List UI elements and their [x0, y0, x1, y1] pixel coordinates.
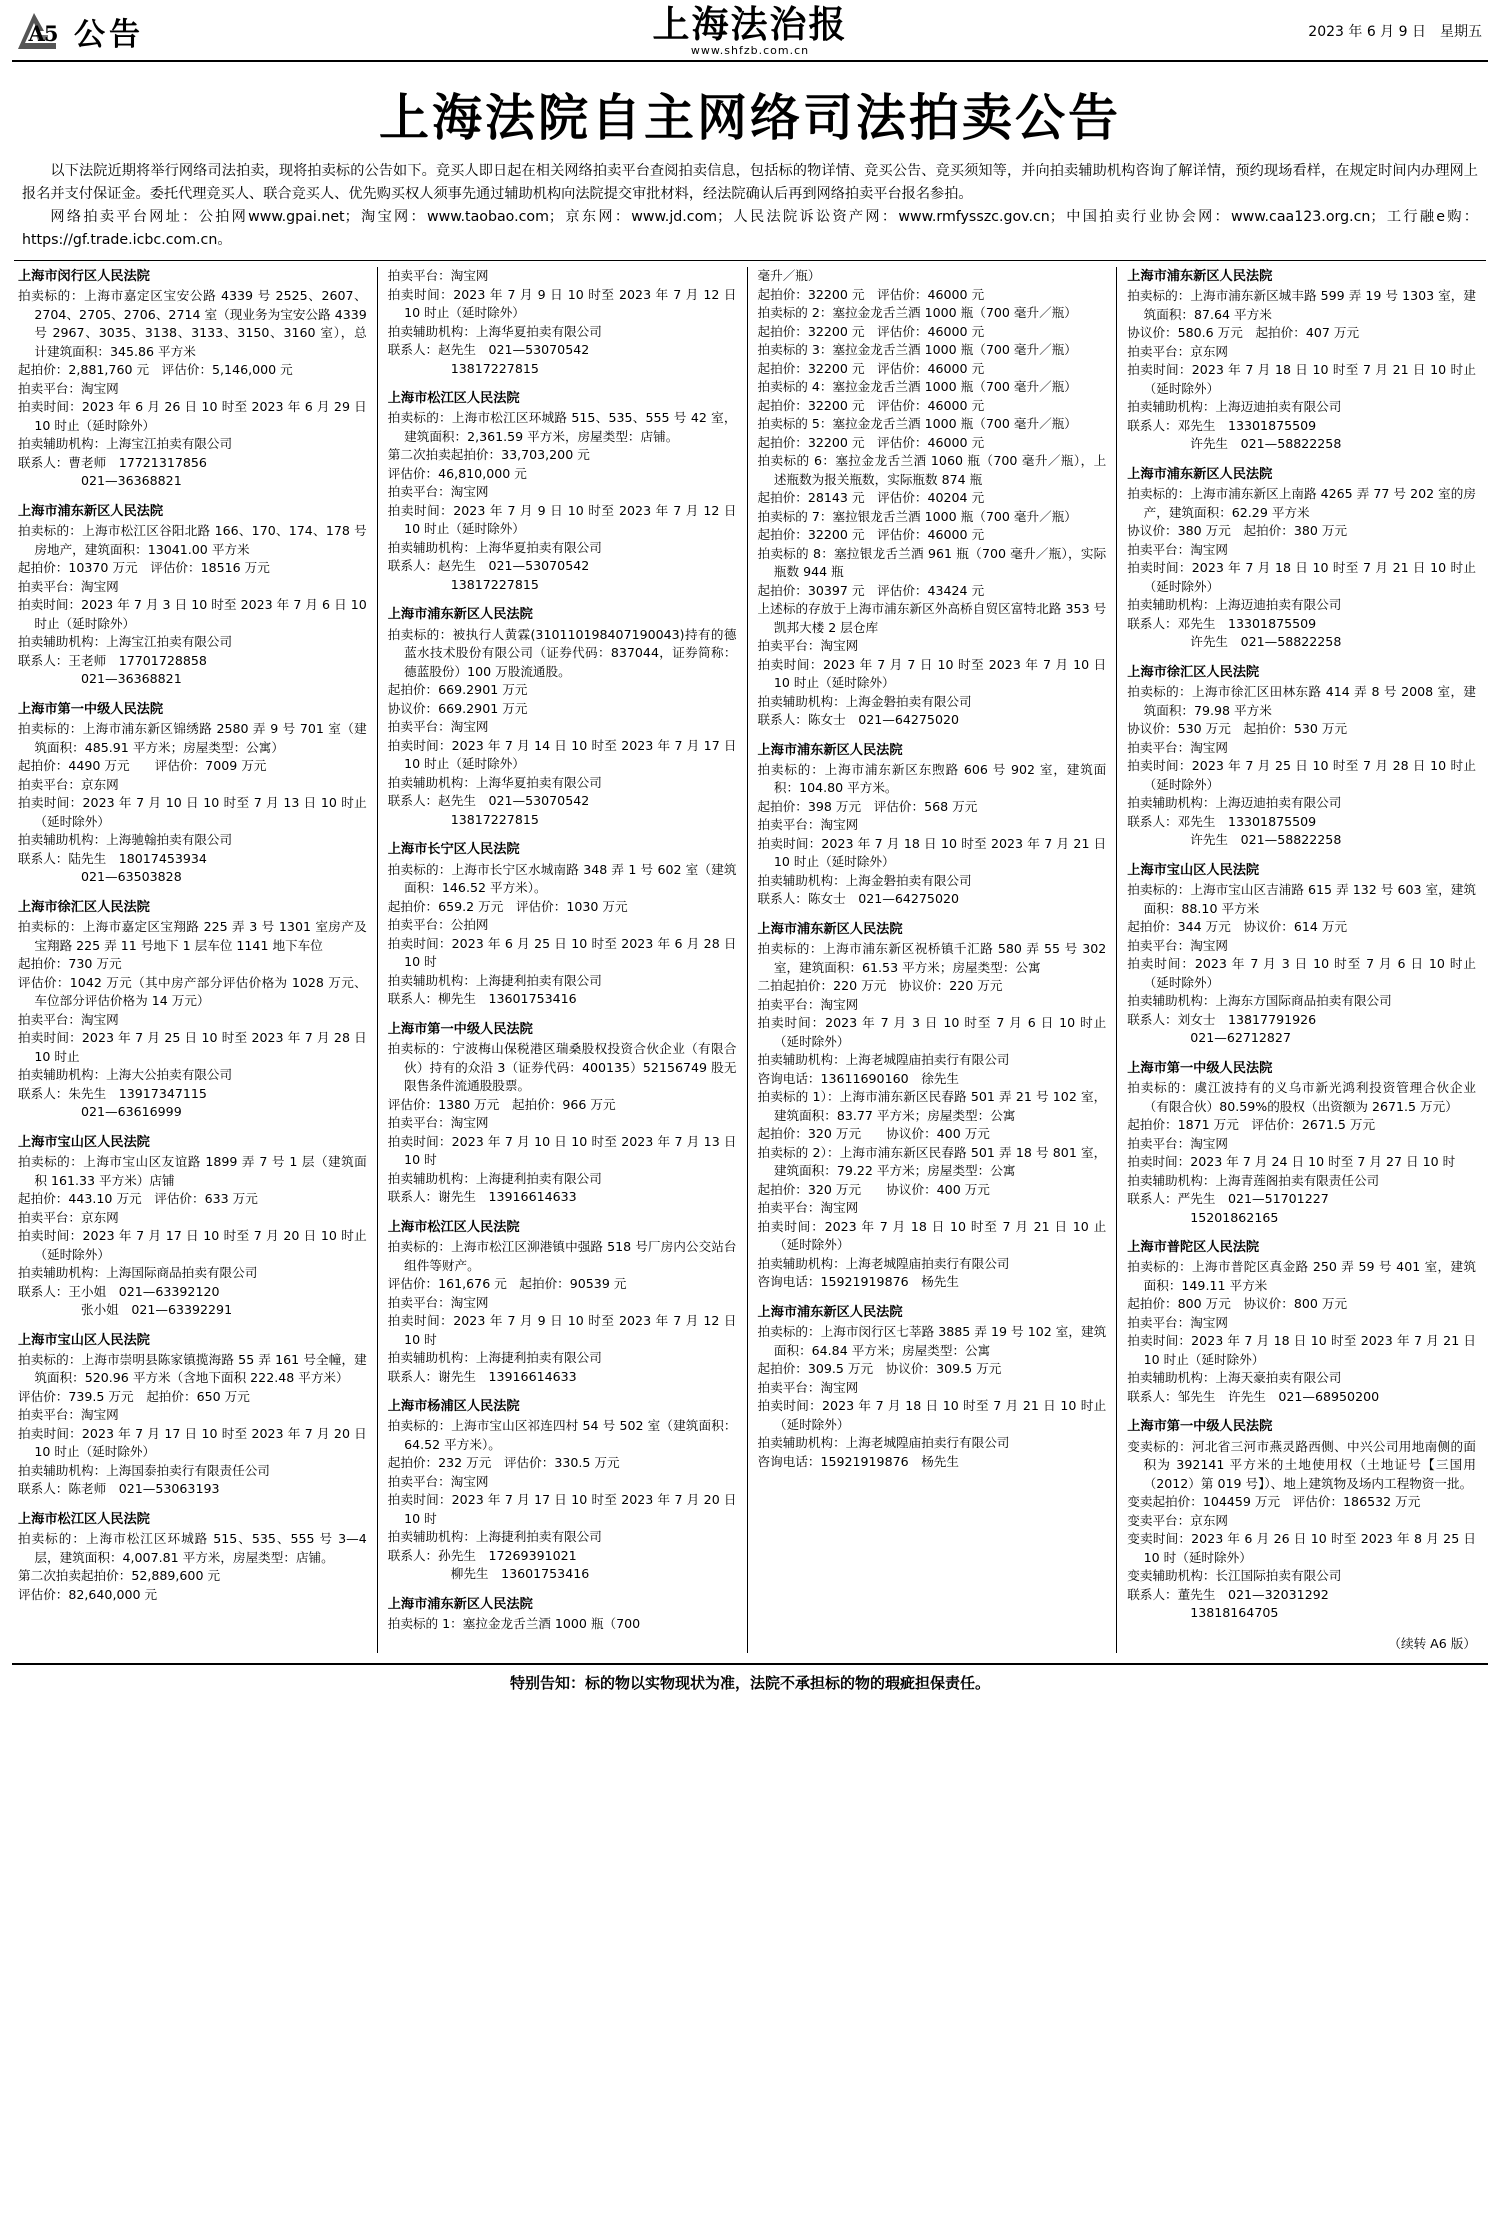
notice-line: 拍卖标的：上海市嘉定区宝翔路 225 弄 3 号 1301 室房产及宝翔路 225 弄 11 号地下 1 层车位 1141 地下车位 — [18, 919, 367, 953]
notice-line: 起拍价：32200 元 评估价：46000 元 — [757, 360, 985, 376]
notice-line: 起拍价：32200 元 评估价：46000 元 — [757, 286, 985, 302]
notice-line: 拍卖平台：淘宝网 — [18, 578, 119, 594]
notice-line: 联系人：赵先生 021—53070542 — [387, 558, 590, 574]
court-name: 上海市第一中级人民法院 — [18, 701, 164, 717]
auction-notice — [388, 1218, 737, 1386]
notice-line: 拍卖标的：上海市闵行区七莘路 3885 弄 19 号 102 室，建筑面积：64.84 平方米；房屋类型：公寓 — [757, 1324, 1107, 1358]
notice-line: 拍卖时间：2023 年 7 月 14 日 10 时至 2023 年 7 月 17 日 10 时止（延时除外） — [387, 737, 737, 772]
auction-notice — [758, 741, 1107, 909]
notice-line: 拍卖时间：2023 年 7 月 17 日 10 时至 2023 年 7 月 20 日 10 时止（延时除外） — [18, 1425, 367, 1460]
notice-line: 联系人：邹先生 许先生 021—68950200 — [1127, 1388, 1380, 1404]
notice-line: 拍卖平台：淘宝网 — [757, 1200, 859, 1216]
notice-line: 咨询电话：15921919876 杨先生 — [757, 1453, 959, 1469]
notice-line: 拍卖平台：淘宝网 — [387, 719, 489, 735]
notice-line: 起拍价：30397 元 评估价：43424 元 — [757, 582, 985, 598]
notice-line: 拍卖时间：2023 年 7 月 18 日 10 时至 2023 年 7 月 21 日 10 时止（延时除外） — [1127, 1333, 1476, 1367]
notice-line: 协议价：530 万元 起拍价：530 万元 — [1127, 721, 1348, 737]
auction-notice — [388, 1397, 737, 1584]
intro-divider — [14, 260, 1486, 261]
auction-notice — [1127, 465, 1476, 652]
notice-line: 拍卖辅助机构：上海东方国际商品拍卖有限公司 — [1127, 993, 1392, 1009]
notice-line: 起拍价：10370 万元 评估价：18516 万元 — [18, 560, 270, 576]
notice-line: 15201862165 — [1127, 1209, 1279, 1225]
notice-line: 拍卖平台：淘宝网 — [18, 1407, 119, 1423]
notice-line: 拍卖标的：上海市徐汇区田林东路 414 弄 8 号 2008 室，建筑面积：79.98 平方米 — [1127, 684, 1476, 718]
notice-line: 联系人：陈老师 021—53063193 — [18, 1481, 220, 1497]
auction-notice — [1127, 663, 1476, 850]
notice-line: 起拍价：4490 万元 评估价：7009 万元 — [18, 758, 267, 774]
notice-line: 联系人：朱先生 13917347115 — [18, 1085, 207, 1101]
section-title: 公告 — [74, 16, 144, 53]
masthead-divider — [12, 60, 1488, 62]
notice-line: 拍卖时间：2023 年 7 月 18 日 10 时至 7 月 21 日 10 时止（延时除外） — [1127, 362, 1476, 396]
notice-line: 13818164705 — [1127, 1605, 1279, 1621]
notice-line: 拍卖辅助机构：上海迈迪拍卖有限公司 — [1127, 399, 1342, 415]
notice-line: 咨询电话：13611690160 徐先生 — [757, 1070, 959, 1086]
notice-line: 联系人：谢先生 13916614633 — [387, 1368, 577, 1384]
court-name: 上海市浦东新区人民法院 — [1127, 269, 1273, 284]
notice-line: 拍卖辅助机构：上海国际商品拍卖有限公司 — [18, 1265, 258, 1281]
notice-line: 联系人：曹老师 17721317856 — [18, 454, 207, 470]
notice-line: 拍卖辅助机构：上海驰翰拍卖有限公司 — [18, 832, 233, 848]
notice-line: 拍卖时间：2023 年 7 月 18 日 10 时至 2023 年 7 月 21 日 10 时止（延时除外） — [757, 835, 1107, 870]
notice-line: 联系人：邓先生 13301875509 — [1127, 813, 1317, 829]
court-name: 上海市第一中级人民法院 — [1127, 1419, 1273, 1435]
notice-line: 拍卖标的 1）：上海市浦东新区民春路 501 弄 21 号 102 室，建筑面积：83.77 平方米；房屋类型：公寓 — [757, 1089, 1107, 1123]
notice-line: 拍卖时间：2023 年 7 月 3 日 10 时至 2023 年 7 月 6 日 10 时止（延时除外） — [18, 597, 367, 631]
notice-line: 拍卖时间：2023 年 7 月 9 日 10 时至 2023 年 7 月 12 日 10 时止（延时除外） — [387, 286, 737, 320]
notice-line: 拍卖辅助机构：上海捷利拍卖有限公司 — [387, 972, 602, 988]
notice-line: 起拍价：28143 元 评估价：40204 元 — [757, 490, 985, 505]
notice-line: 联系人：陈女士 021—64275020 — [757, 891, 959, 907]
notice-line: 拍卖时间：2023 年 7 月 17 日 10 时至 7 月 20 日 10 时止（延时除外） — [18, 1228, 367, 1262]
notice-line: 021—36368821 — [18, 473, 182, 489]
court-name: 上海市浦东新区人民法院 — [1127, 466, 1273, 482]
notice-line: 拍卖平台：京东网 — [18, 776, 119, 792]
notice-line: 拍卖辅助机构：上海华夏拍卖有限公司 — [387, 323, 602, 339]
notice-line: 评估价：1380 万元 起拍价：966 万元 — [387, 1096, 616, 1112]
notice-line: 起拍价：309.5 万元 协议价：309.5 万元 — [757, 1361, 1002, 1377]
notice-line: 起拍价：398 万元 评估价：568 万元 — [757, 798, 978, 814]
auction-notice — [1127, 267, 1476, 454]
notice-line: 协议价：580.6 万元 起拍价：407 万元 — [1127, 325, 1360, 341]
notice-line: 联系人：邓先生 13301875509 — [1127, 615, 1317, 631]
notice-line: 拍卖辅助机构：上海金磐拍卖有限公司 — [757, 872, 972, 888]
notice-line: 拍卖平台：淘宝网 — [387, 268, 489, 283]
notice-line: 拍卖辅助机构：上海迈迪拍卖有限公司 — [1127, 597, 1342, 613]
notice-column — [748, 267, 1118, 1653]
intro-paragraph-2: 网络拍卖平台网址：公拍网www.gpai.net；淘宝网：www.taobao.com；京东网：www.jd.com；人民法院诉讼资产网：www.rmfysszc.gov.cn；中国拍卖行业协会网：www.caa123.org.cn；工行融e购：https://gf.trade.icbc.com.cn。 — [22, 209, 1478, 248]
auction-notice — [18, 700, 367, 887]
notice-column — [378, 267, 748, 1653]
notice-line: 拍卖平台：淘宝网 — [757, 817, 859, 833]
notice-line: 拍卖辅助机构：上海青莲阁拍卖有限责任公司 — [1127, 1172, 1380, 1188]
notice-line: 变卖时间：2023 年 6 月 26 日 10 时至 2023 年 8 月 25 日 10 时（延时除外） — [1127, 1531, 1476, 1565]
notice-line: 拍卖标的：被执行人黄霖(310110198407190043)持有的德蓝水技术股份有限公司（证券代码：837044，证券简称：德蓝股份）100 万股流通股。 — [387, 626, 737, 679]
notice-line: 联系人：刘女士 13817791926 — [1127, 1011, 1317, 1027]
notice-line: 拍卖辅助机构：上海捷利拍卖有限公司 — [387, 1170, 602, 1186]
notice-line: 起拍价：320 万元 协议价：400 万元 — [757, 1126, 990, 1142]
notice-line: 二拍起拍价：220 万元 协议价：220 万元 — [757, 978, 1003, 994]
notice-line: 拍卖辅助机构：上海金磐拍卖有限公司 — [757, 693, 972, 709]
notice-line: 毫升／瓶） — [757, 268, 821, 283]
notice-line: 起拍价：1871 万元 评估价：2671.5 万元 — [1127, 1117, 1376, 1133]
auction-notice — [388, 605, 737, 829]
notice-line: 021—63616999 — [18, 1104, 182, 1120]
notice-line: 起拍价：32200 元 评估价：46000 元 — [757, 397, 985, 413]
notice-line: 拍卖平台：淘宝网 — [1127, 541, 1228, 557]
notice-line: 拍卖平台：淘宝网 — [1127, 1135, 1228, 1151]
notice-line: 13817227815 — [387, 360, 539, 376]
notice-line: 上述标的存放于上海市浦东新区外高桥自贸区富特北路 353 号凯邦大楼 2 层仓库 — [757, 601, 1107, 635]
notice-line: 拍卖时间：2023 年 7 月 3 日 10 时至 7 月 6 日 10 时止（延时除外） — [757, 1015, 1107, 1049]
notice-line: 联系人：王小姐 021—63392120 — [18, 1283, 220, 1299]
notice-line: 起拍价：669.2901 万元 — [387, 682, 528, 698]
notice-line: 咨询电话：15921919876 杨先生 — [757, 1274, 959, 1290]
notice-line: 拍卖标的：上海市浦东新区锦绣路 2580 弄 9 号 701 室（建筑面积：485.91 平方米；房屋类型：公寓） — [18, 721, 367, 755]
notice-line: 拍卖标的：上海市嘉定区宝安公路 4339 号 2525、2607、2704、2705、2706、2714 室（现业务为宝安公路 4339 号 2967、3035、3138、3133、3150、3160 室），总计建筑面积：345.86 平方米 — [18, 288, 367, 359]
court-name: 上海市浦东新区人民法院 — [757, 1304, 903, 1320]
court-name: 上海市宝山区人民法院 — [18, 1134, 150, 1150]
notice-line: 评估价：1042 万元（其中房产部分评估价格为 1028 万元、车位部分评估价格为 14 万元） — [18, 974, 367, 1009]
publication-date: 2023 年 6 月 9 日 星期五 — [1308, 24, 1482, 40]
notice-line: 拍卖时间：2023 年 7 月 25 日 10 时至 7 月 28 日 10 时止（延时除外） — [1127, 758, 1476, 792]
notice-line: 联系人：赵先生 021—53070542 — [387, 793, 590, 809]
notice-line: 拍卖辅助机构：上海宝江拍卖有限公司 — [18, 436, 233, 452]
notice-line: 拍卖平台：淘宝网 — [387, 1115, 489, 1131]
court-name: 上海市徐汇区人民法院 — [1127, 664, 1260, 680]
court-name: 上海市浦东新区人民法院 — [757, 742, 903, 758]
notice-line: 拍卖平台：淘宝网 — [387, 1473, 489, 1489]
page-number-text: A5 — [28, 20, 58, 46]
notice-line: 021—63503828 — [18, 869, 182, 885]
notice-line: 联系人：陆先生 18017453934 — [18, 850, 207, 866]
notice-line: 拍卖辅助机构：上海大公拍卖有限公司 — [18, 1067, 233, 1083]
notice-line: 拍卖平台：淘宝网 — [387, 484, 489, 500]
notice-line: 联系人：董先生 021—32031292 — [1127, 1586, 1329, 1602]
notice-line: 拍卖辅助机构：上海宝江拍卖有限公司 — [18, 634, 233, 650]
notice-line: 联系人：王老师 17701728858 — [18, 652, 207, 668]
auction-notice — [388, 840, 737, 1008]
notice-line: 起拍价：344 万元 协议价：614 万元 — [1127, 919, 1348, 935]
notice-line: 起拍价：32200 元 评估价：46000 元 — [757, 323, 985, 339]
notice-line: 021—36368821 — [18, 671, 182, 687]
notice-line: 起拍价：443.10 万元 评估价：633 万元 — [18, 1191, 258, 1207]
notice-line: 联系人：谢先生 13916614633 — [387, 1189, 577, 1205]
notice-line: 拍卖标的 1：塞拉金龙舌兰酒 1000 瓶（700 — [387, 1616, 641, 1632]
notice-line: 评估价：161,676 元 起拍价：90539 元 — [387, 1276, 627, 1292]
court-name: 上海市长宁区人民法院 — [387, 842, 520, 858]
notice-line: 拍卖标的 6：塞拉金龙舌兰酒 1060 瓶（700 毫升／瓶），上述瓶数为报关瓶数，实际瓶数 874 瓶 — [757, 453, 1107, 487]
notice-line: 联系人：邓先生 13301875509 — [1127, 417, 1317, 433]
notice-line: 拍卖标的 8：塞拉银龙舌兰酒 961 瓶（700 毫升／瓶），实际瓶数 944 瓶 — [757, 545, 1107, 579]
notice-line: 拍卖时间：2023 年 7 月 18 日 10 时至 7 月 21 日 10 止（延时除外） — [757, 1218, 1107, 1253]
notice-line: 拍卖平台：淘宝网 — [757, 1379, 859, 1395]
court-name: 上海市浦东新区人民法院 — [18, 503, 164, 519]
intro-paragraphs — [22, 160, 1478, 252]
auction-notice — [758, 1088, 1107, 1292]
court-name: 上海市浦东新区人民法院 — [757, 921, 903, 937]
auction-notice — [18, 898, 367, 1122]
notice-line: 拍卖标的：上海市浦东新区城丰路 599 弄 19 号 1303 室，建筑面积：87.64 平方米 — [1127, 288, 1476, 322]
notice-line: 拍卖时间：2023 年 7 月 10 日 10 时至 2023 年 7 月 13 日 10 时 — [387, 1133, 737, 1168]
notice-line: 拍卖时间：2023 年 7 月 3 日 10 时至 7 月 6 日 10 时止（延时除外） — [1127, 956, 1476, 990]
notice-line: 拍卖标的：上海市浦东新区上南路 4265 弄 77 号 202 室的房产，建筑面积：62.29 平方米 — [1127, 486, 1476, 520]
auction-notice — [388, 389, 737, 594]
notice-line: 起拍价：320 万元 协议价：400 万元 — [757, 1181, 990, 1197]
notice-line: 拍卖标的：上海市松江区环城路 515、535、555 号 42 室，建筑面积：2,361.59 平方米，房屋类型：店铺。 — [387, 410, 737, 444]
notice-line: 拍卖标的：虞江波持有的义乌市新光鸿利投资管理合伙企业（有限合伙）80.59%的股权（出资额为 2671.5 万元） — [1127, 1080, 1476, 1114]
intro-paragraph-1: 以下法院近期将举行网络司法拍卖，现将拍卖标的公告如下。竞买人即日起在相关网络拍卖平台查阅拍卖信息，包括标的物详情、竞买公告、竞买须知等，并向拍卖辅助机构咨询了解详情，预约现场看样，在规定时间内办理网上报名并支付保证金。委托代理竞买人、联合竞买人、优先购买权人须事先通过辅助机构向法院提交审批材料，经法院确认后再到网络拍卖平台报名参拍。 — [22, 163, 1478, 202]
auction-notice — [758, 1303, 1107, 1471]
auction-notice — [18, 267, 367, 491]
notice-line: 拍卖标的：上海市宝山区友谊路 1899 弄 7 号 1 层（建筑面积 161.33 平方米）店铺 — [18, 1154, 367, 1188]
notice-line: 拍卖辅助机构：上海迈迪拍卖有限公司 — [1127, 795, 1342, 811]
notice-line: 起拍价：232 万元 评估价：330.5 万元 — [387, 1455, 620, 1471]
notice-line: 拍卖标的：上海市浦东新区祝桥镇千汇路 580 弄 55 号 302 室，建筑面积：61.53 平方米；房屋类型：公寓 — [757, 941, 1107, 975]
masthead-center — [314, 1, 1186, 58]
notice-line: 起拍价：32200 元 评估价：46000 元 — [757, 527, 985, 542]
court-name: 上海市松江区人民法院 — [18, 1511, 150, 1527]
notice-line: 拍卖标的：上海市崇明县陈家镇揽海路 55 弄 161 号全幢，建筑面积：520.96 平方米（含地下面积 222.48 平方米） — [18, 1351, 367, 1386]
notice-line: 拍卖平台：淘宝网 — [757, 996, 859, 1012]
notice-line: 拍卖辅助机构：上海老城隍庙拍卖行有限公司 — [757, 1435, 1010, 1451]
notice-line: 联系人：孙先生 17269391021 — [387, 1547, 577, 1563]
court-name: 上海市第一中级人民法院 — [1127, 1060, 1273, 1076]
notice-line: 联系人：严先生 021—51701227 — [1127, 1191, 1329, 1207]
notice-line: 联系人：柳先生 13601753416 — [387, 991, 577, 1007]
notice-line: 拍卖平台：淘宝网 — [1127, 739, 1228, 755]
notice-line: 拍卖时间：2023 年 7 月 25 日 10 时至 2023 年 7 月 28 日 10 时止 — [18, 1030, 367, 1064]
auction-notice — [1127, 1059, 1476, 1227]
auction-notice — [18, 1510, 367, 1604]
notice-line: 拍卖标的：上海市长宁区水城南路 348 弄 1 号 602 室（建筑面积：146.52 平方米）。 — [387, 861, 737, 896]
notice-line: 拍卖标的：上海市松江区泖港镇中强路 518 号厂房内公交站台组件等财产。 — [387, 1239, 737, 1273]
notice-line: 拍卖平台：淘宝网 — [387, 1294, 489, 1310]
court-name: 上海市松江区人民法院 — [387, 1219, 520, 1235]
notice-line: 柳先生 13601753416 — [387, 1566, 590, 1582]
notice-line: 起拍价：32200 元 评估价：46000 元 — [757, 434, 985, 450]
auction-notice — [18, 1331, 367, 1499]
court-name: 上海市松江区人民法院 — [387, 391, 520, 406]
notice-line: 拍卖时间：2023 年 7 月 24 日 10 时至 7 月 27 日 10 时 — [1127, 1154, 1456, 1170]
notice-line: 拍卖时间：2023 年 6 月 25 日 10 时至 2023 年 6 月 28 日 10 时 — [387, 935, 737, 970]
auction-notice — [1127, 861, 1476, 1048]
notice-line: 拍卖标的：上海市普陀区真金路 250 弄 59 号 401 室，建筑面积：149.11 平方米 — [1127, 1259, 1476, 1293]
notice-line: 拍卖平台：淘宝网 — [1127, 937, 1228, 953]
auction-notice — [388, 267, 737, 378]
masthead-left — [14, 9, 314, 54]
masthead — [0, 0, 1500, 58]
notice-line: 变卖标的：河北省三河市燕灵路西侧、中兴公司用地南侧的面积为 392141 平方米的土地使用权（土地证号【三国用（2012）第 019 号】）、地上建筑物及场内工程物资一批。 — [1127, 1438, 1476, 1491]
notice-line: 拍卖标的 4：塞拉金龙舌兰酒 1000 瓶（700 毫升／瓶） — [757, 379, 1077, 394]
notice-line: 起拍价：800 万元 协议价：800 万元 — [1127, 1296, 1348, 1312]
auction-notice — [18, 1133, 367, 1320]
notice-line: 13817227815 — [387, 576, 539, 592]
notice-line: 拍卖标的 3：塞拉金龙舌兰酒 1000 瓶（700 毫升／瓶） — [757, 342, 1077, 357]
notice-line: 第二次拍卖起拍价：33,703,200 元 — [387, 447, 590, 463]
court-name: 上海市闵行区人民法院 — [18, 269, 150, 284]
notice-line: 评估价：82,640,000 元 — [18, 1586, 158, 1602]
notice-line: 拍卖辅助机构：上海天豪拍卖有限公司 — [1127, 1370, 1342, 1386]
notice-line: 协议价：669.2901 万元 — [387, 700, 528, 716]
notice-line: 拍卖平台：淘宝网 — [18, 380, 119, 396]
notice-line: 拍卖辅助机构：上海捷利拍卖有限公司 — [387, 1529, 602, 1545]
page-number-badge — [14, 9, 60, 53]
court-name: 上海市宝山区人民法院 — [1127, 862, 1260, 878]
notice-line: 拍卖时间：2023 年 7 月 9 日 10 时至 2023 年 7 月 12 日 10 时止（延时除外） — [387, 502, 737, 537]
court-name: 上海市徐汇区人民法院 — [18, 899, 150, 915]
notice-line: 起拍价：2,881,760 元 评估价：5,146,000 元 — [18, 362, 293, 378]
notice-line: 变卖起拍价：104459 万元 评估价：186532 万元 — [1127, 1494, 1421, 1510]
notice-line: 拍卖平台：京东网 — [1127, 343, 1228, 359]
notice-line: 拍卖平台：公拍网 — [387, 917, 489, 933]
notice-line: 拍卖辅助机构：上海华夏拍卖有限公司 — [387, 539, 602, 555]
notice-line: 联系人：陈女士 021—64275020 — [757, 712, 959, 727]
court-name: 上海市杨浦区人民法院 — [387, 1399, 520, 1415]
notice-line: 许先生 021—58822258 — [1127, 634, 1342, 650]
notice-line: 拍卖平台：淘宝网 — [1127, 1314, 1228, 1330]
notice-line: 拍卖时间：2023 年 6 月 26 日 10 时至 2023 年 6 月 29 日 10 时止（延时除外） — [18, 399, 367, 433]
auction-notice — [18, 502, 367, 689]
notice-line: 起拍价：659.2 万元 评估价：1030 万元 — [387, 898, 628, 914]
notice-line: 拍卖标的：上海市松江区谷阳北路 166、170、174、178 号房地产，建筑面积：13041.00 平方米 — [18, 523, 367, 557]
court-name: 上海市普陀区人民法院 — [1127, 1240, 1260, 1256]
notice-line: 拍卖时间：2023 年 7 月 18 日 10 时至 7 月 21 日 10 时止（延时除外） — [757, 1398, 1107, 1432]
notice-line: 拍卖标的：宁波梅山保税港区瑞桑股权投资合伙企业（有限合伙）持有的众沿 3（证券代码：400135）52156749 股无限售条件流通股股票。 — [387, 1041, 737, 1094]
paper-website-url: www.shfzb.com.cn — [690, 44, 810, 58]
notice-line: 拍卖标的 5：塞拉金龙舌兰酒 1000 瓶（700 毫升／瓶） — [757, 416, 1077, 431]
notice-columns — [14, 267, 1486, 1653]
notice-line: 拍卖时间：2023 年 7 月 10 日 10 时至 7 月 13 日 10 时止（延时除外） — [18, 795, 367, 829]
notice-line: 变卖平台：京东网 — [1127, 1512, 1228, 1528]
notice-line: 拍卖标的：上海市宝山区祁连四村 54 号 502 室（建筑面积：64.52 平方米）。 — [387, 1418, 737, 1452]
auction-notice — [388, 1595, 737, 1634]
court-name: 上海市宝山区人民法院 — [18, 1332, 150, 1348]
notice-line: 13817227815 — [387, 811, 539, 827]
notice-line: 拍卖平台：淘宝网 — [18, 1011, 119, 1027]
footer-notice: 特别告知：标的物以实物现状为准，法院不承担标的物的瑕疵担保责任。 — [509, 1674, 990, 1693]
auction-notice — [758, 920, 1107, 1088]
notice-line: 拍卖时间：2023 年 7 月 17 日 10 时至 2023 年 7 月 20 日 10 时 — [387, 1492, 737, 1526]
notice-line: 拍卖辅助机构：上海国泰拍卖行有限责任公司 — [18, 1462, 270, 1478]
notice-line: 协议价：380 万元 起拍价：380 万元 — [1127, 523, 1348, 539]
notice-line: 许先生 021—58822258 — [1127, 436, 1342, 452]
auction-notice — [1127, 1238, 1476, 1406]
notice-line: 变卖辅助机构：长江国际拍卖有限公司 — [1127, 1568, 1342, 1584]
auction-notice — [1127, 1417, 1476, 1622]
notice-line: 拍卖标的 2）：上海市浦东新区民春路 501 弄 18 号 801 室，建筑面积：79.22 平方米；房屋类型：公寓 — [757, 1144, 1107, 1179]
court-name: 上海市第一中级人民法院 — [387, 1021, 533, 1037]
page-title: 上海法院自主网络司法拍卖公告 — [379, 88, 1121, 147]
notice-line: 拍卖标的：上海市浦东新区东煦路 606 号 902 室，建筑面积：104.80 平方米。 — [757, 761, 1107, 796]
notice-line: 拍卖平台：京东网 — [18, 1209, 119, 1225]
notice-line: 拍卖标的：上海市松江区环城路 515、535、555 号 3—4 层，建筑面积：4,007.81 平方米，房屋类型：店铺。 — [18, 1531, 367, 1565]
notice-line: 第二次拍卖起拍价：52,889,600 元 — [18, 1568, 221, 1584]
notice-line: 张小姐 021—63392291 — [18, 1302, 233, 1318]
notice-line: 拍卖时间：2023 年 7 月 7 日 10 时至 2023 年 7 月 10 日 10 时止（延时除外） — [757, 656, 1107, 690]
notice-line: 拍卖平台：淘宝网 — [757, 638, 859, 653]
notice-line: 拍卖时间：2023 年 7 月 18 日 10 时至 7 月 21 日 10 时止（延时除外） — [1127, 560, 1476, 594]
notice-column — [14, 267, 378, 1653]
notice-column — [1117, 267, 1486, 1653]
notice-line: 评估价：739.5 万元 起拍价：650 万元 — [18, 1388, 250, 1404]
notice-line: 拍卖辅助机构：上海华夏拍卖有限公司 — [387, 774, 602, 790]
auction-notice — [758, 267, 1107, 730]
notice-line: 拍卖辅助机构：上海老城隍庙拍卖行有限公司 — [757, 1052, 1010, 1068]
notice-line: 拍卖标的 7：塞拉银龙舌兰酒 1000 瓶（700 毫升／瓶） — [757, 508, 1077, 524]
notice-line: 021—62712827 — [1127, 1030, 1291, 1046]
notice-line: 拍卖时间：2023 年 7 月 9 日 10 时至 2023 年 7 月 12 日 10 时 — [387, 1313, 737, 1347]
paper-title: 上海法治报 — [652, 1, 848, 46]
notice-line: 拍卖辅助机构：上海老城隍庙拍卖行有限公司 — [757, 1255, 1010, 1271]
notice-line: 拍卖标的：上海市宝山区吉浦路 615 弄 132 号 603 室，建筑面积：88.10 平方米 — [1127, 882, 1476, 916]
notice-line: 拍卖标的 2：塞拉金龙舌兰酒 1000 瓶（700 毫升／瓶） — [757, 305, 1077, 320]
notice-line: 评估价：46,810,000 元 — [387, 465, 527, 481]
continued-note: （续转 A6 版） — [1388, 1635, 1476, 1651]
court-name: 上海市浦东新区人民法院 — [387, 1596, 533, 1612]
auction-notice — [388, 1020, 737, 1207]
notice-line: 拍卖辅助机构：上海捷利拍卖有限公司 — [387, 1350, 602, 1366]
notice-line: 许先生 021—58822258 — [1127, 832, 1342, 848]
notice-line: 起拍价：730 万元 — [18, 956, 122, 972]
notice-line: 联系人：赵先生 021—53070542 — [387, 342, 590, 357]
court-name: 上海市浦东新区人民法院 — [387, 607, 533, 623]
